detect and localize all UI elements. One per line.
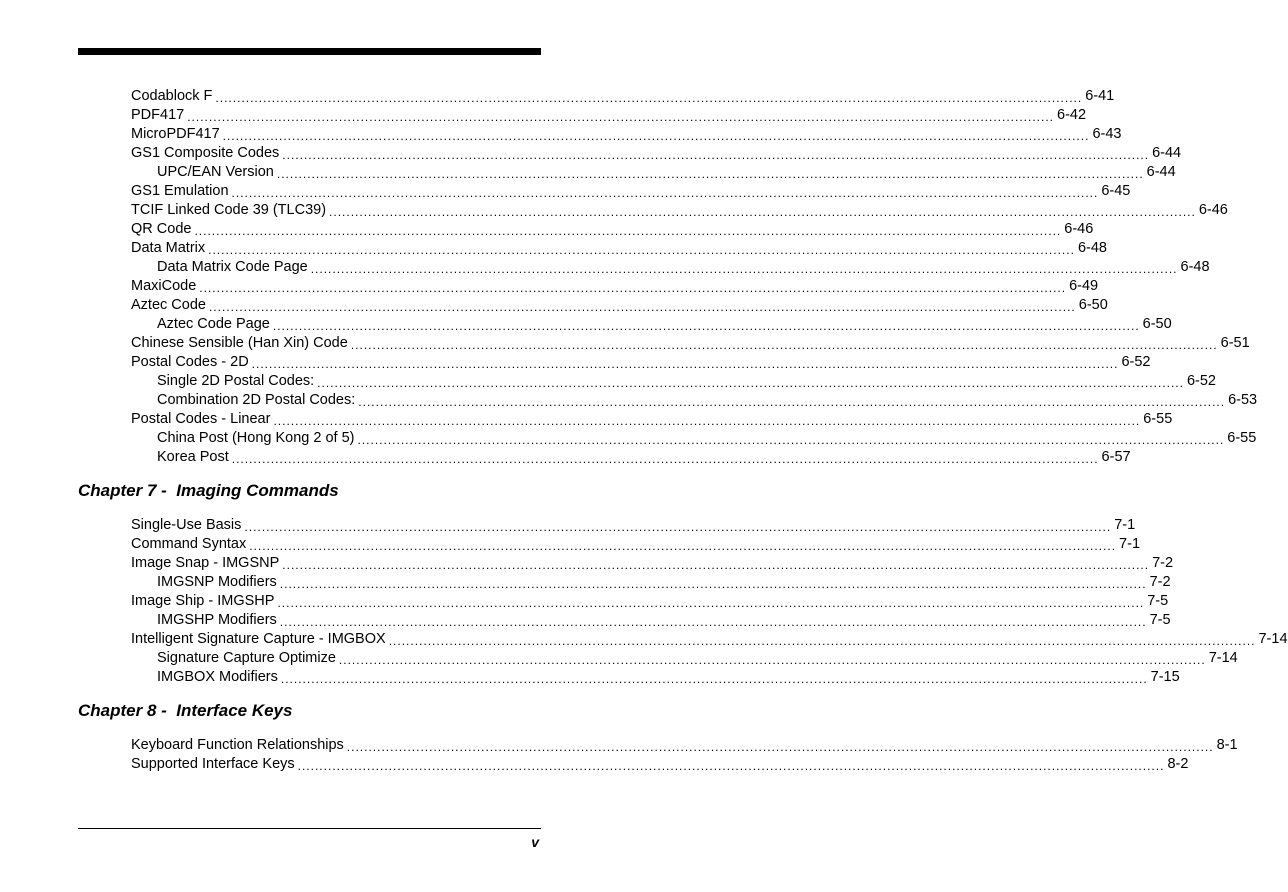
toc-entry[interactable]	[157, 448, 1131, 467]
toc-entry-title: China Post (Hong Kong 2 of 5)	[157, 430, 355, 446]
toc-entry-title: Intelligent Signature Capture - IMGBOX	[131, 631, 386, 647]
toc-entry-page: 6-52	[1186, 373, 1216, 389]
toc-entry-page: 7-1	[1114, 517, 1136, 533]
toc-entry-title: Aztec Code Page	[157, 316, 270, 332]
toc-entry[interactable]	[131, 277, 1099, 296]
toc-entry-title: MaxiCode	[131, 278, 197, 294]
toc-entry-title: PDF417	[131, 107, 185, 123]
toc-entry-title: GS1 Composite Codes	[131, 145, 280, 161]
toc-entry-page: 8-1	[1216, 737, 1238, 753]
dot-leader: ........................................................................................................................................................................................................	[358, 395, 1226, 409]
toc-entry-page: 8-2	[1167, 756, 1189, 772]
toc-entry[interactable]	[131, 125, 1122, 144]
toc-entry-title: IMGBOX Modifiers	[157, 669, 278, 685]
toc-entry[interactable]	[157, 649, 1238, 668]
toc-entry[interactable]	[131, 182, 1131, 201]
toc-entry-title: Combination 2D Postal Codes:	[157, 392, 356, 408]
dot-leader: ........................................................................................................................................................................................................	[249, 539, 1117, 553]
toc-entry-page: 6-53	[1228, 392, 1258, 408]
toc-entry-title: Korea Post	[157, 449, 229, 465]
toc-entry-page: 6-48	[1077, 240, 1107, 256]
toc-entry-title: Keyboard Function Relationships	[131, 737, 344, 753]
toc-entry-title: Data Matrix Code Page	[157, 259, 308, 275]
toc-entry[interactable]	[131, 144, 1182, 163]
toc-entry-page: 7-1	[1119, 536, 1141, 552]
toc-entry[interactable]	[131, 592, 1169, 611]
toc-entry-title: TCIF Linked Code 39 (TLC39)	[131, 202, 327, 218]
dot-leader: ........................................................................................................................................................................................................	[231, 452, 1099, 466]
toc-entry-title: Single 2D Postal Codes:	[157, 373, 315, 389]
dot-leader: ........................................................................................................................................................................................................	[297, 759, 1165, 773]
toc-entry-page: 7-2	[1152, 555, 1174, 571]
toc-entry-title: Aztec Code	[131, 297, 206, 313]
toc-entry[interactable]	[131, 736, 1238, 755]
toc-entry[interactable]	[157, 668, 1180, 687]
toc-entry-page: 7-5	[1147, 593, 1169, 609]
page-number: v	[531, 834, 539, 850]
toc-entry-title: Command Syntax	[131, 536, 247, 552]
toc-entry-title: Data Matrix	[131, 240, 206, 256]
toc-entry-title: Codablock F	[131, 88, 213, 104]
toc-entry-page: 7-14	[1208, 650, 1238, 666]
toc-entry[interactable]	[131, 239, 1107, 258]
toc-entry-page: 6-49	[1069, 278, 1099, 294]
toc-entry-page: 7-14	[1258, 631, 1288, 647]
toc-entry-page: 6-51	[1220, 335, 1250, 351]
toc-entry-page: 6-44	[1146, 164, 1176, 180]
toc-entry-title: Image Ship - IMGSHP	[131, 593, 275, 609]
toc-entry[interactable]	[131, 220, 1094, 239]
toc-entry-page: 6-44	[1152, 145, 1182, 161]
toc-entry-title: Postal Codes - 2D	[131, 354, 249, 370]
toc-entry-title: Image Snap - IMGSNP	[131, 555, 280, 571]
toc-entry[interactable]	[131, 755, 1189, 774]
dot-leader: ........................................................................................................................................................................................................	[346, 740, 1214, 754]
toc-entry[interactable]	[157, 611, 1171, 630]
toc-entry[interactable]	[131, 87, 1115, 106]
dot-leader: ........................................................................................................................................................................................................	[329, 205, 1196, 219]
footer-rule	[78, 828, 541, 829]
toc-entry[interactable]	[131, 516, 1136, 535]
toc-entry[interactable]	[157, 372, 1216, 391]
toc-entry[interactable]	[157, 573, 1171, 592]
dot-leader: ........................................................................................................................................................................................................	[338, 653, 1206, 667]
dot-leader: ........................................................................................................................................................................................................	[272, 319, 1140, 333]
toc-entry-page: 6-55	[1227, 430, 1257, 446]
toc-entry[interactable]	[157, 429, 1257, 448]
dot-leader: ........................................................................................................................................................................................................	[187, 110, 1054, 124]
toc-entry-page: 7-2	[1149, 574, 1171, 590]
dot-leader: ........................................................................................................................................................................................................	[251, 357, 1119, 371]
dot-leader: ........................................................................................................................................................................................................	[277, 596, 1145, 610]
dot-leader: ........................................................................................................................................................................................................	[350, 338, 1218, 352]
toc-entry-title: GS1 Emulation	[131, 183, 229, 199]
toc-entry[interactable]	[157, 258, 1210, 277]
dot-leader: ........................................................................................................................................................................................................	[244, 520, 1112, 534]
toc-entry-page: 6-45	[1101, 183, 1131, 199]
toc-entry[interactable]	[131, 410, 1173, 429]
toc-entry-page: 6-50	[1078, 297, 1108, 313]
dot-leader: ........................................................................................................................................................................................................	[273, 414, 1141, 428]
toc-entry[interactable]	[131, 535, 1141, 554]
toc-entry-title: Chinese Sensible (Han Xin) Code	[131, 335, 348, 351]
dot-leader: ........................................................................................................................................................................................................	[231, 186, 1099, 200]
toc-entry-page: 6-46	[1064, 221, 1094, 237]
toc-entry[interactable]	[131, 201, 1228, 220]
chapter-8-heading: Chapter 8 - Interface Keys	[78, 701, 293, 720]
toc-entry-title: IMGSHP Modifiers	[157, 612, 277, 628]
toc-entry-title: MicroPDF417	[131, 126, 220, 142]
toc-entry[interactable]	[157, 391, 1258, 410]
top-rule	[78, 48, 541, 55]
dot-leader: ........................................................................................................................................................................................................	[279, 577, 1147, 591]
dot-leader: ........................................................................................................................................................................................................	[279, 615, 1147, 629]
toc-entry[interactable]	[131, 296, 1108, 315]
dot-leader: ........................................................................................................................................................................................................	[194, 224, 1062, 238]
toc-entry-title: QR Code	[131, 221, 192, 237]
toc-entry-page: 6-57	[1101, 449, 1131, 465]
dot-leader: ........................................................................................................................................................................................................	[388, 634, 1256, 648]
toc-entry-title: IMGSNP Modifiers	[157, 574, 277, 590]
toc-entry-page: 6-43	[1092, 126, 1122, 142]
dot-leader: ........................................................................................................................................................................................................	[222, 129, 1090, 143]
dot-leader: ........................................................................................................................................................................................................	[199, 281, 1067, 295]
toc-entry-title: Single-Use Basis	[131, 517, 242, 533]
toc-entry-page: 7-5	[1149, 612, 1171, 628]
toc-entry-title: Signature Capture Optimize	[157, 650, 336, 666]
toc-entry-page: 6-42	[1057, 107, 1087, 123]
toc-entry-page: 6-52	[1121, 354, 1151, 370]
toc-entry[interactable]	[157, 163, 1176, 182]
toc-entry-page: 6-48	[1180, 259, 1210, 275]
toc-entry[interactable]	[131, 554, 1174, 573]
toc-entry[interactable]	[131, 630, 1288, 649]
dot-leader: ........................................................................................................................................................................................................	[357, 433, 1225, 447]
toc-entry-page: 7-15	[1150, 669, 1180, 685]
chapter-7-heading: Chapter 7 - Imaging Commands	[78, 481, 339, 500]
dot-leader: ........................................................................................................................................................................................................	[310, 262, 1178, 276]
toc-entry[interactable]	[131, 106, 1087, 125]
dot-leader: ........................................................................................................................................................................................................	[282, 148, 1150, 162]
dot-leader: ........................................................................................................................................................................................................	[208, 243, 1075, 257]
toc-entry-page: 6-55	[1143, 411, 1173, 427]
dot-leader: ........................................................................................................................................................................................................	[215, 91, 1083, 105]
dot-leader: ........................................................................................................................................................................................................	[276, 167, 1144, 181]
toc-entry-page: 6-50	[1142, 316, 1172, 332]
toc-entry-page: 6-41	[1085, 88, 1115, 104]
toc-entry[interactable]	[131, 334, 1250, 353]
toc-entry[interactable]	[157, 315, 1172, 334]
dot-leader: ........................................................................................................................................................................................................	[282, 558, 1150, 572]
dot-leader: ........................................................................................................................................................................................................	[280, 672, 1148, 686]
toc-entry-title: UPC/EAN Version	[157, 164, 274, 180]
dot-leader: ........................................................................................................................................................................................................	[208, 300, 1076, 314]
toc-entry-title: Supported Interface Keys	[131, 756, 295, 772]
toc-entry-page: 6-46	[1198, 202, 1228, 218]
toc-entry[interactable]	[131, 353, 1151, 372]
dot-leader: ........................................................................................................................................................................................................	[317, 376, 1184, 390]
toc-entry-title: Postal Codes - Linear	[131, 411, 271, 427]
